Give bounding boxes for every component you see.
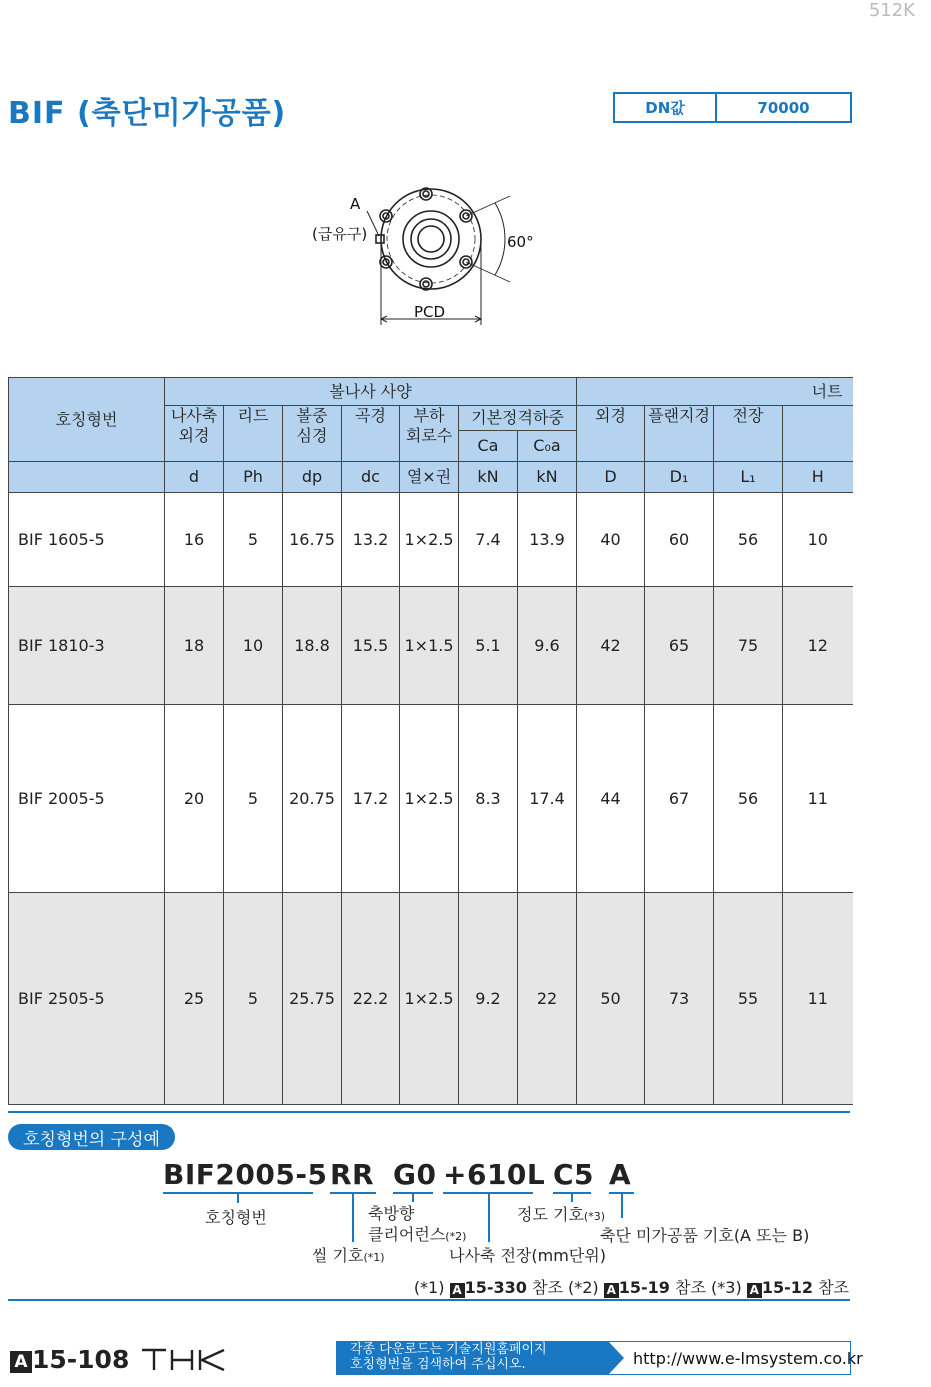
- cell-c0a: 17.4: [518, 705, 577, 893]
- section-divider: [8, 1299, 850, 1301]
- cell-flange-dia: 65: [645, 587, 714, 705]
- cell-ca: 9.2: [459, 893, 518, 1105]
- header-flange-dia: 플랜지경: [645, 406, 714, 462]
- cell-ca: 8.3: [459, 705, 518, 893]
- cell-dp: 16.75: [283, 493, 342, 587]
- cell-circuits: 1×2.5: [400, 705, 459, 893]
- header-shaft-diameter: 나사축 외경: [165, 406, 224, 462]
- cell-d: 16: [165, 493, 224, 587]
- cell-dp: 20.75: [283, 705, 342, 893]
- footer-url-link[interactable]: http://www.e-lmsystem.co.kr: [633, 1349, 863, 1368]
- cell-c0a: 13.9: [518, 493, 577, 587]
- cell-circuits: 1×2.5: [400, 493, 459, 587]
- label-model-no: 호칭형번: [205, 1208, 267, 1227]
- code-part-model: BIF2005-5: [163, 1158, 328, 1191]
- cell-outer-dia: 50: [577, 893, 645, 1105]
- cell-model: BIF 1605-5: [9, 493, 165, 587]
- label-axial-2: 클리어런스(*2): [368, 1225, 467, 1244]
- unit-dc: dc: [342, 462, 400, 493]
- label-axial-1: 축방향: [368, 1204, 415, 1223]
- unit-ca: kN: [459, 462, 518, 493]
- cell-d: 18: [165, 587, 224, 705]
- cell-dp: 25.75: [283, 893, 342, 1105]
- nut-inner: [411, 219, 451, 259]
- thk-logo: [140, 1346, 230, 1374]
- catalog-a-badge: A: [747, 1283, 762, 1298]
- header-circuits: 부하 회로수: [400, 406, 459, 462]
- catalog-a-badge: A: [10, 1351, 32, 1373]
- cell-outer-dia: 42: [577, 587, 645, 705]
- cell-model: BIF 1810-3: [9, 587, 165, 705]
- table-row: [9, 587, 853, 705]
- header-h: [783, 406, 853, 462]
- unit-circuits: 열×권: [400, 462, 459, 493]
- code-part-end: A: [609, 1158, 632, 1191]
- oil-hole: [376, 235, 384, 243]
- cell-dc: 17.2: [342, 705, 400, 893]
- cell-flange-dia: 67: [645, 705, 714, 893]
- label-angle: 60°: [507, 233, 534, 251]
- page-code: 512K: [868, 0, 915, 21]
- cell-flange-dia: 73: [645, 893, 714, 1105]
- shaft-circle: [418, 226, 444, 252]
- cell-overall-length: 56: [714, 493, 783, 587]
- model-example-heading: 호칭형번의 구성예: [8, 1124, 175, 1150]
- header-lead: 리드: [224, 406, 283, 462]
- cell-h: 11: [783, 893, 853, 1105]
- header-overall-length: 전장: [714, 406, 783, 462]
- cell-d: 25: [165, 893, 224, 1105]
- cell-ph: 5: [224, 705, 283, 893]
- cell-c0a: 9.6: [518, 587, 577, 705]
- cell-ca: 7.4: [459, 493, 518, 587]
- pcd-circle: [387, 195, 475, 283]
- unit-outer-dia: D: [577, 462, 645, 493]
- section-divider: [8, 1111, 850, 1113]
- cell-d: 20: [165, 705, 224, 893]
- table-row: [9, 893, 853, 1105]
- cell-dc: 22.2: [342, 893, 400, 1105]
- header-ca: Ca: [459, 431, 518, 462]
- cell-overall-length: 75: [714, 587, 783, 705]
- cell-h: 12: [783, 587, 853, 705]
- cell-ph: 10: [224, 587, 283, 705]
- page-title: BIF (축단미가공품): [8, 96, 287, 131]
- cell-dp: 18.8: [283, 587, 342, 705]
- cell-overall-length: 56: [714, 705, 783, 893]
- catalog-a-badge: A: [450, 1283, 465, 1298]
- cell-circuits: 1×1.5: [400, 587, 459, 705]
- ref-page-link[interactable]: 15-12: [761, 1278, 813, 1297]
- cell-model: BIF 2005-5: [9, 705, 165, 893]
- cell-outer-dia: 44: [577, 705, 645, 893]
- unit-d: d: [165, 462, 224, 493]
- code-part-clearance: G0: [393, 1158, 437, 1191]
- ref-page-link[interactable]: 15-330: [464, 1278, 527, 1297]
- header-thread-minor-dia: 곡경: [342, 406, 400, 462]
- code-part-accuracy: C5: [553, 1158, 595, 1191]
- catalog-a-badge: A: [604, 1283, 619, 1298]
- table-row: [9, 705, 853, 893]
- cell-h: 10: [783, 493, 853, 587]
- spec-table: [8, 377, 853, 1105]
- cell-flange-dia: 60: [645, 493, 714, 587]
- code-part-seal: RR: [330, 1158, 375, 1191]
- cell-ph: 5: [224, 893, 283, 1105]
- label-oil-hole: (급유구): [312, 225, 368, 243]
- label-seal: 씰 기호(*1): [312, 1246, 385, 1265]
- cell-circuits: 1×2.5: [400, 893, 459, 1105]
- dn-label: DN값: [615, 94, 717, 121]
- header-group-ball-screw: 볼나사 사양: [165, 378, 577, 406]
- table-row: [9, 493, 853, 587]
- label-accuracy: 정도 기호(*3): [517, 1205, 606, 1224]
- unit-flange-dia: D₁: [645, 462, 714, 493]
- label-a: A: [350, 195, 361, 213]
- unit-ph: Ph: [224, 462, 283, 493]
- header-model: 호칭형번: [9, 378, 165, 462]
- unit-c0a: kN: [518, 462, 577, 493]
- header-group-nut: 너트: [577, 378, 853, 406]
- unit-overall-length: L₁: [714, 462, 783, 493]
- header-outer-dia: 외경: [577, 406, 645, 462]
- dn-value-box: [613, 92, 852, 123]
- unit-dp: dp: [283, 462, 342, 493]
- unit-h: H: [783, 462, 853, 493]
- cell-overall-length: 55: [714, 893, 783, 1105]
- cell-model: BIF 2505-5: [9, 893, 165, 1105]
- flange-outline: [381, 189, 481, 289]
- footer-message: 각종 다운로드는 기술지원홈페이지 호칭형번을 검색하여 주십시오.: [350, 1342, 547, 1372]
- cell-ph: 5: [224, 493, 283, 587]
- dn-value: 70000: [757, 98, 810, 117]
- cell-dc: 13.2: [342, 493, 400, 587]
- cell-h: 11: [783, 705, 853, 893]
- header-c0a: C₀a: [518, 431, 577, 462]
- header-ball-center-dia: 볼중 심경: [283, 406, 342, 462]
- label-end-type: 축단 미가공품 기호(A 또는 B): [600, 1226, 810, 1245]
- cell-c0a: 22: [518, 893, 577, 1105]
- label-shaft-length: 나사축 전장(mm단위): [449, 1246, 606, 1265]
- footer-page-number: A 15-108: [10, 1345, 129, 1374]
- cell-dc: 15.5: [342, 587, 400, 705]
- cell-ca: 5.1: [459, 587, 518, 705]
- ref-page-link[interactable]: 15-19: [618, 1278, 670, 1297]
- label-pcd: PCD: [414, 303, 446, 321]
- cell-outer-dia: 40: [577, 493, 645, 587]
- code-part-length: +610L: [443, 1158, 546, 1191]
- reference-notes: (*1) A 15-330 참조 (*2) A 15-19 참조 (*3) A 15-12 참조: [413, 1278, 849, 1297]
- header-basic-load-rating: 기본정격하중: [459, 406, 577, 431]
